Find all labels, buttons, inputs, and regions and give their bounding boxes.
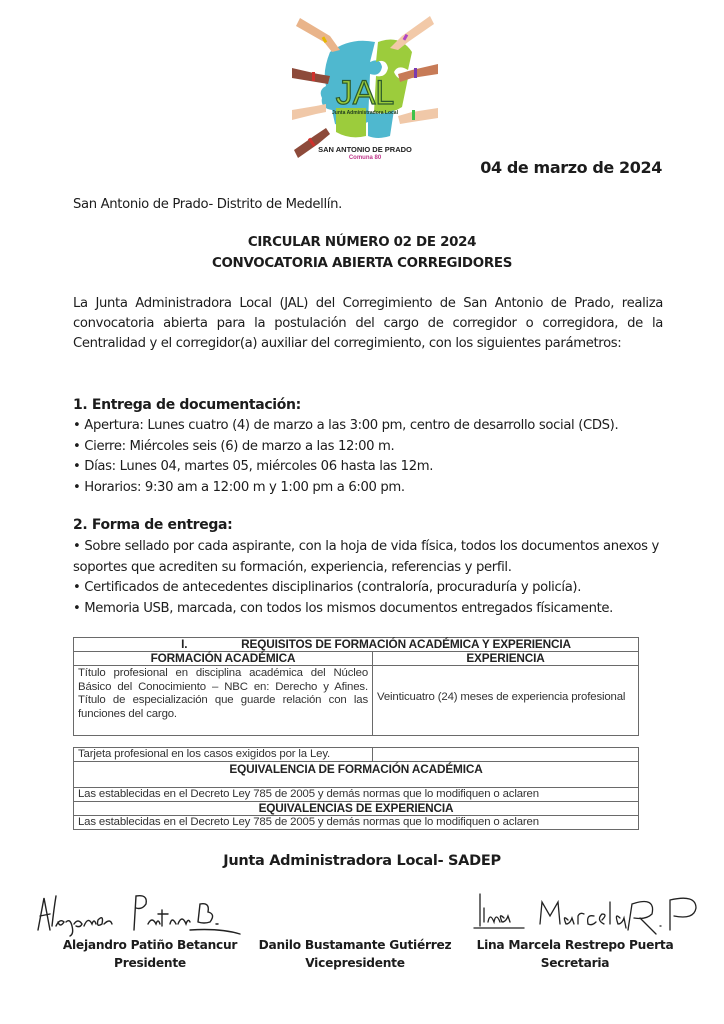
signatory-name: Lina Marcela Restrepo Puerta — [476, 938, 674, 952]
list-item: • Memoria USB, marcada, con todos los mismos documentos entregados físicamente. — [73, 600, 614, 616]
logo-commune: Comuna 80 — [348, 155, 382, 161]
professional-card-cell: Tarjeta profesional en los casos exigidos por la Ley. — [74, 748, 373, 762]
table-row — [74, 802, 639, 816]
logo-tagline: Junta Administradora Local — [332, 110, 398, 116]
requirements-table — [73, 637, 639, 736]
organization-name: Junta Administradora Local- SADEP — [223, 853, 501, 869]
table-row — [74, 666, 639, 736]
signatory-vicepresident — [250, 936, 460, 972]
experience-equivalence-header: EQUIVALENCIAS DE EXPERIENCIA — [74, 802, 639, 816]
requirements-table-title — [74, 638, 639, 652]
delivery-docs-list — [73, 416, 673, 498]
logo-acronym: JAL — [335, 74, 395, 112]
list-item: • Sobre sellado por cada aspirante, con la hoja de vida física, todos los documentos anexos y soportes que acrediten su formación, experiencia, referencias y perfil. — [73, 539, 659, 575]
equivalence-table — [73, 747, 639, 830]
professional-card-empty-cell — [373, 748, 639, 762]
table-row — [74, 762, 639, 788]
signatory-name: Danilo Bustamante Gutiérrez — [258, 938, 452, 952]
experience-requirement-cell: Veinticuatro (24) meses de experiencia profesional — [373, 666, 639, 736]
signatory-role: Secretaria — [540, 956, 610, 970]
table-row — [74, 748, 639, 762]
academic-equivalence-text: Las establecidas en el Decreto Ley 785 de 2005 y demás normas que lo modifiquen o aclaren — [74, 788, 639, 802]
table-row — [74, 816, 639, 830]
signatory-role: Presidente — [114, 956, 186, 970]
document-location: San Antonio de Prado- Distrito de Medellín. — [73, 197, 342, 212]
signatory-name: Alejandro Patiño Betancur — [62, 938, 238, 952]
signatory-president — [40, 936, 260, 972]
column-header-academic: FORMACIÓN ACADÉMICA — [74, 652, 373, 666]
convocation-title: CONVOCATORIA ABIERTA CORREGIDORES — [211, 256, 513, 271]
logo-caption — [300, 146, 430, 162]
circular-number-title: CIRCULAR NÚMERO 02 DE 2024 — [247, 235, 477, 250]
signatory-role: Vicepresidente — [305, 956, 405, 970]
document-date: 04 de marzo de 2024 — [480, 158, 662, 177]
section-heading-delivery-docs: 1. Entrega de documentación: — [73, 397, 301, 413]
signatory-secretary — [470, 936, 680, 972]
list-item: • Horarios: 9:30 am a 12:00 m y 1:00 pm a 6:00 pm. — [73, 479, 405, 495]
list-item: • Cierre: Miércoles seis (6) de marzo a las 12:00 m. — [73, 438, 395, 454]
experience-equivalence-text: Las establecidas en el Decreto Ley 785 de 2005 y demás normas que lo modifiquen o aclaren — [74, 816, 639, 830]
requirements-section-number: I. — [181, 637, 188, 651]
table-row — [74, 788, 639, 802]
table-row — [74, 638, 639, 652]
column-header-experience: EXPERIENCIA — [373, 652, 639, 666]
delivery-form-list — [73, 537, 659, 619]
intro-paragraph: La Junta Administradora Local (JAL) del Corregimiento de San Antonio de Prado, realiza convocatoria abierta para la postulación del cargo de corregidor o corregidora, de la Centralidad y el corregidor(a) auxiliar del corregimiento, con los siguientes parámetros: — [73, 296, 663, 351]
academic-requirement-cell: Título profesional en disciplina académica del Núcleo Básico del Conocimiento – NBC en: Derecho y Afines. Título de especialización que guarde relación con las funciones del cargo. — [74, 666, 373, 736]
logo-place: SAN ANTONIO DE PRADO — [318, 145, 412, 154]
puzzle-hands-icon — [290, 12, 440, 160]
academic-equivalence-header: EQUIVALENCIA DE FORMACIÓN ACADÉMICA — [74, 762, 639, 788]
list-item: • Certificados de antecedentes disciplinarios (contraloría, procuraduría y policía). — [73, 580, 582, 595]
signature-lina-icon — [470, 890, 700, 936]
section-heading-delivery-form: 2. Forma de entrega: — [73, 517, 233, 533]
jal-logo — [290, 12, 440, 160]
list-item: • Días: Lunes 04, martes 05, miércoles 06 hasta las 12m. — [73, 459, 434, 474]
table-row — [74, 652, 639, 666]
signature-alejandro-icon — [30, 888, 250, 938]
requirements-title-text: REQUISITOS DE FORMACIÓN ACADÉMICA Y EXPERIENCIA — [241, 637, 571, 651]
list-item: • Apertura: Lunes cuatro (4) de marzo a las 3:00 pm, centro de desarrollo social (CDS). — [73, 418, 619, 433]
